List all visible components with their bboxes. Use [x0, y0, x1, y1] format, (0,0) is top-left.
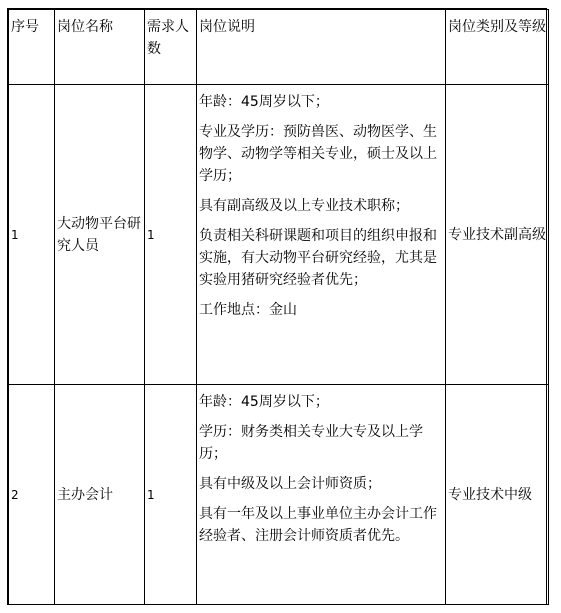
description-line: 学历：财务类相关专业大专及以上学历； — [199, 424, 423, 462]
row-description — [197, 85, 446, 385]
description-line: 年龄：45周岁以下； — [199, 394, 329, 410]
description-line: 负责相关科研课题和项目的组织申报和实施，有大动物平台研究经验，尤其是实验用猪研究经验者优先； — [199, 228, 437, 288]
row-description — [197, 385, 446, 605]
description-line: 具有一年及以上事业单位主办会计工作经验者、注册会计师资质者优先。 — [199, 506, 437, 544]
header-category: 岗位类别及等级 — [446, 10, 549, 85]
row-seq: 2 — [9, 385, 55, 605]
table-header-row — [9, 10, 549, 85]
row-seq: 1 — [9, 85, 55, 385]
row-category: 专业技术中级 — [446, 385, 549, 605]
table-row — [9, 385, 549, 605]
header-headcount: 需求人数 — [145, 10, 197, 85]
description-line: 工作地点：金山 — [199, 302, 297, 318]
header-seq: 序号 — [9, 10, 55, 85]
row-headcount: 1 — [145, 385, 197, 605]
description-line: 专业及学历：预防兽医、动物医学、生物学、动物学等相关专业，硕士及以上学历； — [199, 124, 437, 184]
header-position-name: 岗位名称 — [55, 10, 145, 85]
row-position-name: 主办会计 — [55, 385, 145, 605]
row-headcount: 1 — [145, 85, 197, 385]
description-line: 具有副高级及以上专业技术职称； — [199, 198, 409, 214]
description-line: 具有中级及以上会计师资质； — [199, 476, 381, 492]
row-position-name: 大动物平台研究人员 — [55, 85, 145, 385]
description-line: 年龄：45周岁以下； — [199, 94, 329, 110]
table-row — [9, 85, 549, 385]
job-positions-table — [8, 9, 549, 605]
row-category: 专业技术副高级 — [446, 85, 549, 385]
header-description: 岗位说明 — [197, 10, 446, 85]
job-table-container — [7, 8, 547, 605]
